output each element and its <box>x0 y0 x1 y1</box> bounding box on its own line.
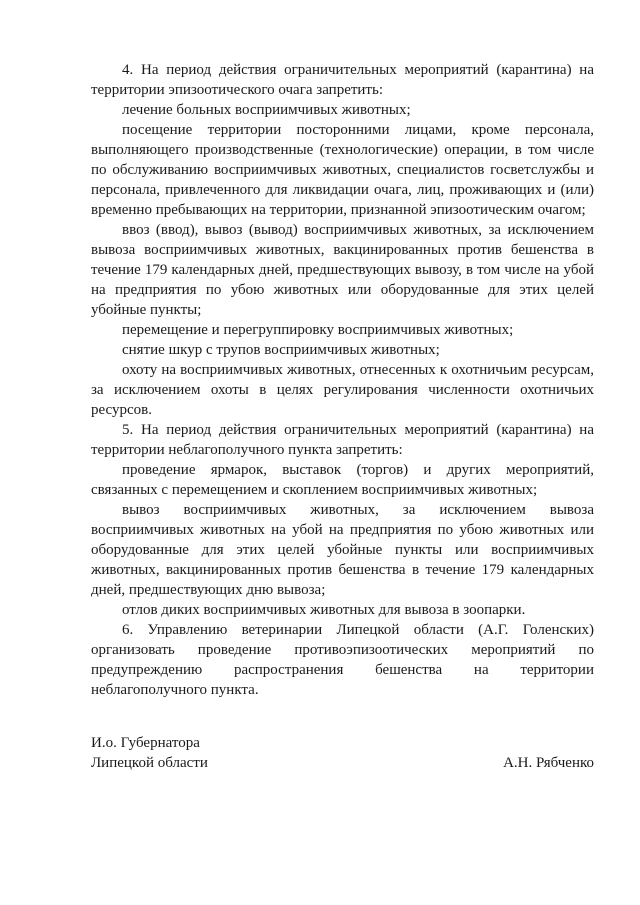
list-item: охоту на восприимчивых животных, отнесенных к охотничьим ресурсам, за исключением охоты в целях регулирования численности охотничьих ресурсов. <box>91 362 594 418</box>
paragraph-6: 6. Управлению ветеринарии Липецкой области (А.Г. Голенских) организовать проведение противоэпизоотических мероприятий по предупреждению распространения бешенства на территории неблагополучного пункта. <box>91 622 594 698</box>
signature-name: А.Н. Рябченко <box>503 755 594 771</box>
signature-row <box>91 753 594 773</box>
document-body <box>91 60 594 700</box>
signature-title-line1: И.о. Губернатора <box>91 735 200 751</box>
list-item: перемещение и перегруппировку восприимчивых животных; <box>122 322 514 338</box>
signature-title-line2: Липецкой области <box>91 755 208 771</box>
list-item: снятие шкур с трупов восприимчивых животных; <box>122 342 440 358</box>
list-item: посещение территории посторонними лицами, кроме персонала, выполняющего производственные (технологические) операции, в том числе по обслуживанию восприимчивых животных, специалистов госветслужбы и персонала, привлеченного для ликвидации очага, лиц, проживающих и (или) временно пребывающих на территории, признанной эпизоотическим очагом; <box>91 122 594 218</box>
signature-block <box>91 733 594 773</box>
list-item: отлов диких восприимчивых животных для вывоза в зоопарки. <box>122 602 526 618</box>
paragraph-5-heading: 5. На период действия ограничительных мероприятий (карантина) на территории неблагополучного пункта запретить: <box>91 422 594 458</box>
list-item: лечение больных восприимчивых животных; <box>122 102 411 118</box>
paragraph-4-heading: 4. На период действия ограничительных мероприятий (карантина) на территории эпизоотического очага запретить: <box>91 62 594 98</box>
list-item: ввоз (ввод), вывоз (вывод) восприимчивых животных, за исключением вывоза восприимчивых животных, вакцинированных против бешенства в течение 179 календарных дней, предшествующих вывозу, в том числе на убой на предприятия по убою животных или оборудованные для этих целей убойные пункты; <box>91 222 594 318</box>
list-item: вывоз восприимчивых животных, за исключением вывоза восприимчивых животных на убой на предприятия по убою животных или оборудованные для этих целей убойные пункты или восприимчивых животных, вакцинированных против бешенства в течение 179 календарных дней, предшествующих дню вывоза; <box>91 502 594 598</box>
list-item: проведение ярмарок, выставок (торгов) и других мероприятий, связанных с перемещением и скоплением восприимчивых животных; <box>91 462 594 498</box>
